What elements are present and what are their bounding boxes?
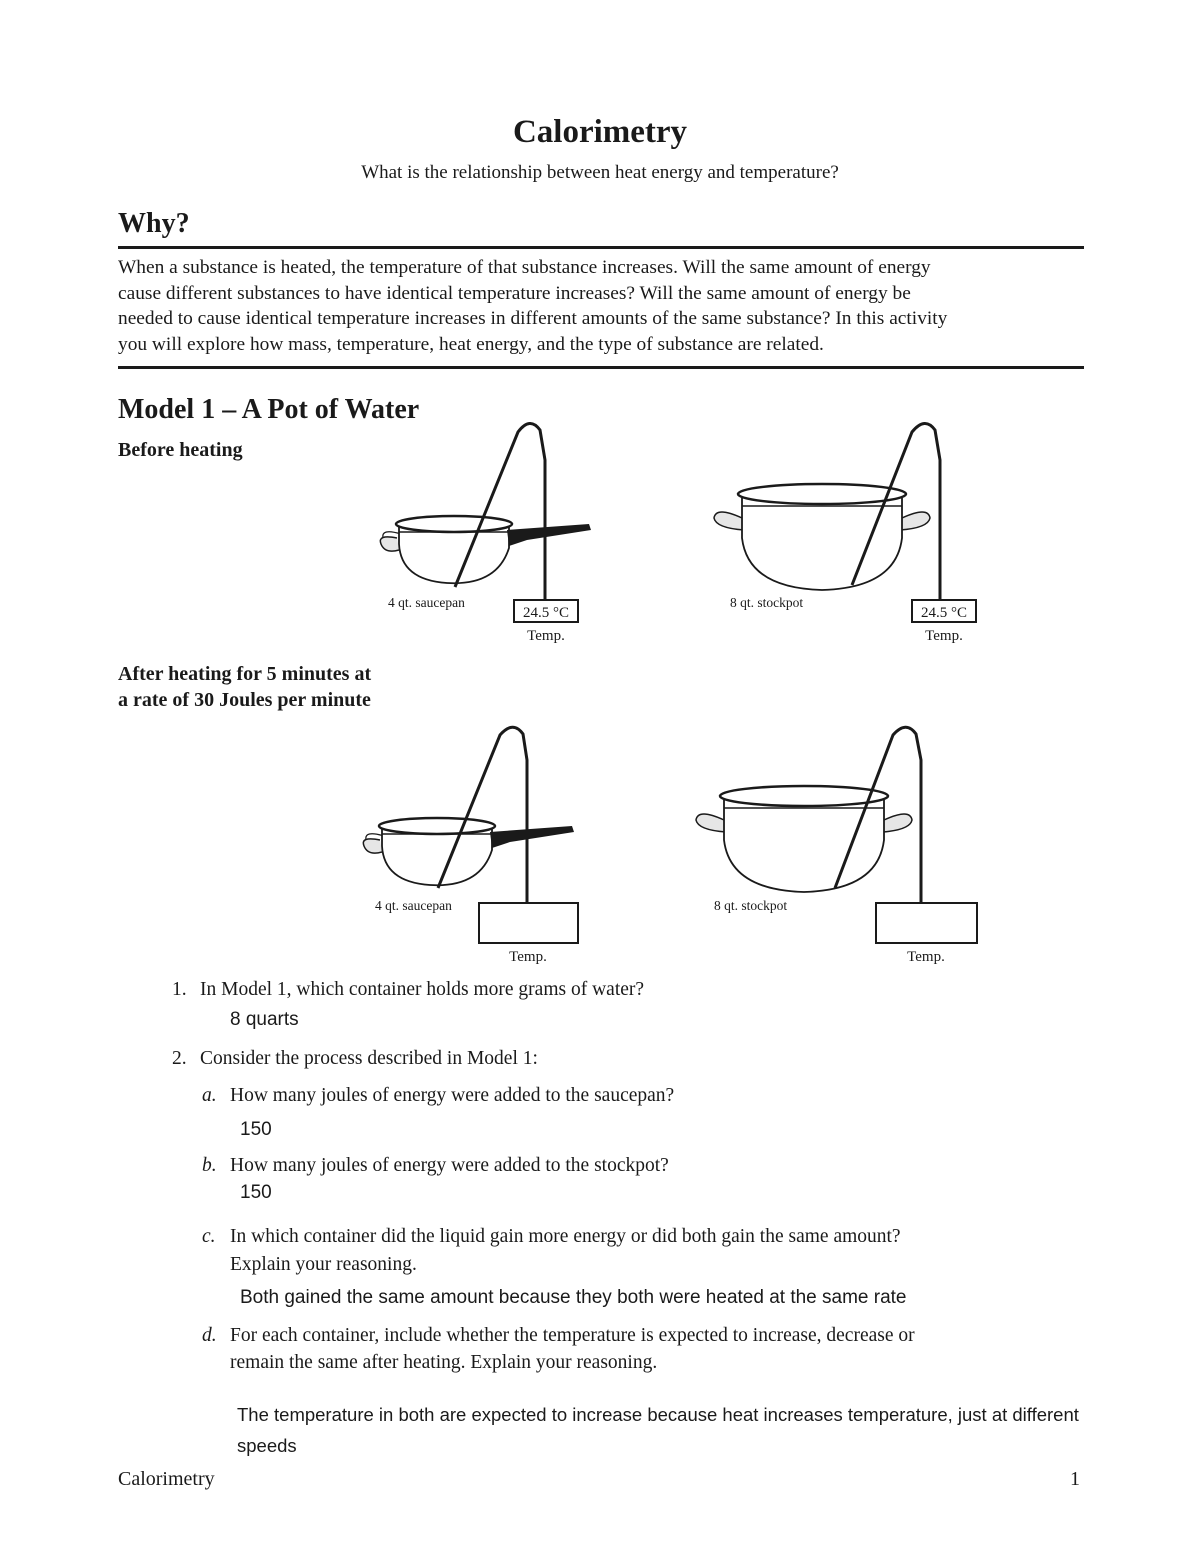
question-number: 2. [172, 1048, 187, 1069]
why-line: you will explore how mass, temperature, heat energy, and the type of substance are related. [118, 333, 824, 355]
why-line: cause different substances to have identical temperature increases? Will the same amount of energy be [118, 282, 911, 304]
before-heating-label: Before heating [118, 439, 243, 461]
question-text: In Model 1, which container holds more grams of water? [200, 979, 645, 1000]
answer-text: 8 quarts [230, 1009, 299, 1030]
part-text: How many joules of energy were added to the stockpot? [230, 1155, 669, 1176]
after-heating-label: a rate of 30 Joules per minute [118, 689, 371, 711]
part-letter: a. [202, 1085, 217, 1106]
part-text: remain the same after heating. Explain your reasoning. [230, 1352, 658, 1373]
why-line: needed to cause identical temperature increases in different amounts of the same substance? In this activity [118, 308, 948, 329]
answer-text: Both gained the same amount because they both were heated at the same rate [240, 1287, 907, 1308]
question-text: Consider the process described in Model 1: [200, 1048, 538, 1069]
page-subtitle: What is the relationship between heat energy and temperature? [361, 162, 839, 183]
question-number: 1. [172, 979, 187, 1000]
part-letter: d. [202, 1325, 217, 1346]
part-letter: b. [202, 1155, 217, 1176]
temp-reading: 24.5 °C [522, 605, 570, 621]
temp-caption: Temp. [925, 628, 963, 644]
temp-reading: 24.5 °C [920, 605, 968, 621]
temp-caption: Temp. [509, 949, 547, 965]
saucepan-before [380, 516, 591, 583]
answer-text: 150 [240, 1182, 272, 1203]
temp-caption: Temp. [907, 949, 945, 965]
footer-title: Calorimetry [118, 1468, 215, 1490]
answer-text: speeds [237, 1435, 297, 1456]
page-title: Calorimetry [512, 114, 688, 150]
temp-caption: Temp. [527, 628, 565, 644]
stockpot-label: 8 qt. stockpot [714, 898, 788, 913]
stockpot-after [696, 786, 912, 892]
saucepan-after [363, 818, 574, 885]
part-text: In which container did the liquid gain more energy or did both gain the same amount? [230, 1226, 901, 1247]
saucepan-label: 4 qt. saucepan [375, 898, 452, 913]
temp-display-empty [479, 903, 578, 943]
part-letter: c. [202, 1226, 216, 1247]
model-heading: Model 1 – A Pot of Water [118, 394, 420, 425]
stockpot-before [714, 484, 930, 590]
part-text: For each container, include whether the temperature is expected to increase, decrease or [230, 1325, 915, 1346]
why-line: When a substance is heated, the temperature of that substance increases. Will the same amount of energy [118, 257, 931, 278]
stockpot-label: 8 qt. stockpot [730, 595, 804, 610]
answer-text: 150 [240, 1119, 272, 1140]
part-text: Explain your reasoning. [230, 1254, 417, 1275]
page-number: 1 [1070, 1468, 1080, 1490]
after-heating-label: After heating for 5 minutes at [118, 663, 372, 685]
why-heading: Why? [118, 208, 190, 239]
part-text: How many joules of energy were added to the saucepan? [230, 1085, 675, 1106]
temp-display-empty [876, 903, 977, 943]
saucepan-label: 4 qt. saucepan [388, 595, 465, 610]
answer-text: The temperature in both are expected to increase because heat increases temperature, just at different [237, 1404, 1079, 1425]
